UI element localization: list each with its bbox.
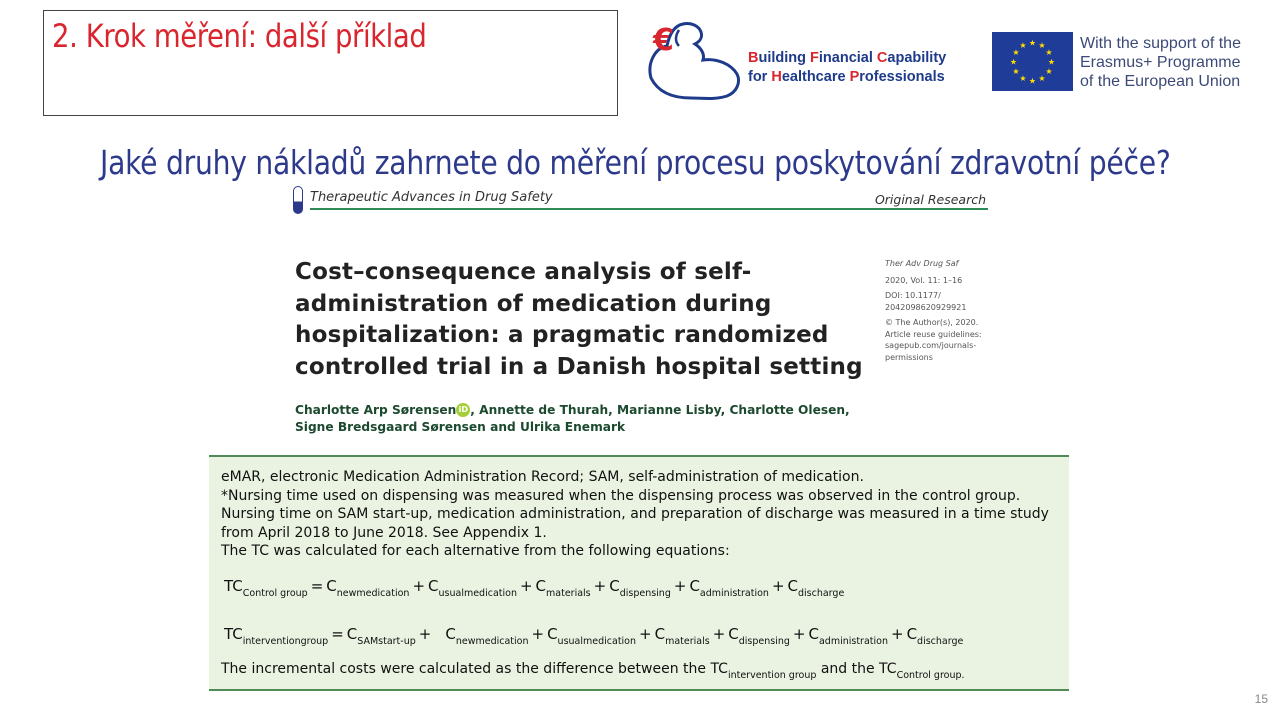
equation-control-group: $TC_{Control group} = C_{newmedication} + C_{usualmedication} + C_{materials} + C_{dispensing} + C_{administration} + C_{discharge}$ xyxy=(224,577,845,599)
page-number: 15 xyxy=(1254,692,1268,706)
eu-star-icon: ★ xyxy=(1038,41,1046,50)
eu-star-icon: ★ xyxy=(1009,57,1018,67)
eu-star-icon: ★ xyxy=(1012,67,1020,76)
eu-star-icon: ★ xyxy=(1012,48,1020,57)
footnote-text: eMAR, electronic Medication Administration Record; SAM, self-administration of medication. *Nursing time used on dispensing was measured when the dispensing process was observed in the control group. Nursing time on SAM start-up, medication administration, and preparation of discharge was measured in a time study from April 2018 to June 2018. See Appendix 1. The TC was calculated for each alternative from the following equations: xyxy=(221,469,1049,559)
slide-title: 2. Krok měření: další příklad xyxy=(52,17,427,55)
journal-divider xyxy=(310,208,988,210)
slide-title-box xyxy=(43,10,618,116)
slide-question: Jaké druhy nákladů zahrnete do měření procesu poskytování zdravotní péče? xyxy=(100,143,1171,182)
eu-erasmus-logo xyxy=(990,30,1275,100)
orcid-icon[interactable]: iD xyxy=(456,403,470,417)
eu-flag-icon xyxy=(992,32,1073,91)
bfc-logo-text: Building Financial Capability for Healthcare Professionals xyxy=(748,50,947,85)
article-type: Original Research xyxy=(874,192,986,207)
table-footnote-box xyxy=(209,455,1069,691)
bfc-logo xyxy=(645,18,965,108)
eu-star-icon: ★ xyxy=(1019,74,1027,83)
eu-star-icon: ★ xyxy=(1045,48,1053,57)
equation-intervention-group: $TC_{interventiongroup} = C_{SAMstart-up} + C_{newmedication} + C_{usualmedication} + C_{materials} + C_{dispensing} + C_{administration} + C_{discharge}$ xyxy=(224,625,964,647)
eu-star-icon: ★ xyxy=(1028,76,1037,86)
article-meta: Ther Adv Drug Saf 2020, Vol. 11: 1–16 DOI: 10.1177/ 2042098620929921 © The Author(s), 2020. Article reuse guidelines: sagepub.com/journals- permissions xyxy=(885,259,982,362)
eu-star-icon: ★ xyxy=(1038,74,1046,83)
article-title: Cost–consequence analysis of self- administration of medication during hospitalization: a pragmatic randomized controlled trial in a Danish hospital setting xyxy=(295,259,863,380)
eu-star-icon: ★ xyxy=(1047,57,1056,67)
journal-header xyxy=(293,184,988,214)
journal-name: Therapeutic Advances in Drug Safety xyxy=(310,190,553,205)
incremental-cost-note: The incremental costs were calculated as the difference between the $TC_{intervention group}$ and the $TC_{Control group.}$ xyxy=(221,661,965,681)
article-authors: Charlotte Arp Sørensen iD , Annette de Thurah, Marianne Lisby, Charlotte Olesen, Signe Bredsgaard Sørensen and Ulrika Enemark xyxy=(295,403,850,434)
capsule-icon xyxy=(293,186,303,214)
eu-support-text: With the support of the Erasmus+ Programme of the European Union xyxy=(1080,35,1241,90)
eu-star-icon: ★ xyxy=(1019,41,1027,50)
eu-star-icon: ★ xyxy=(1028,38,1037,48)
flexing-arm-icon xyxy=(645,18,745,103)
eu-star-icon: ★ xyxy=(1045,67,1053,76)
svg-text:€: € xyxy=(653,23,674,58)
